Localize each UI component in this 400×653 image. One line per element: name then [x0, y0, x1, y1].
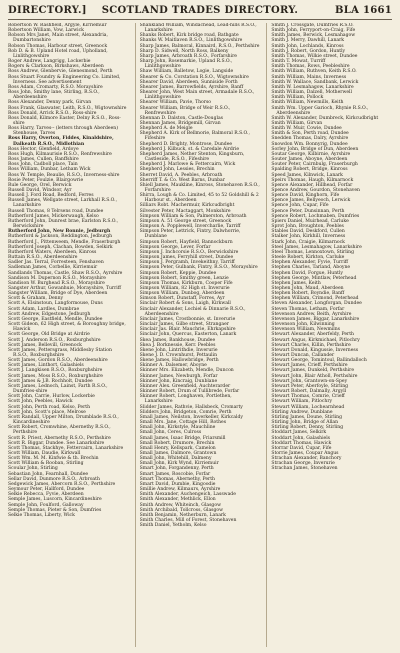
- directory-entry: Stewart William, Pitlochry: [271, 399, 333, 405]
- directory-entry: Scott James, Moss R.S.O., Roxburghshire: [8, 373, 103, 379]
- directory-entry: Robertson William, Vow, Larwick: [8, 28, 84, 34]
- directory-entry: Scott William, Daudie, Kirkwall: [8, 450, 81, 456]
- directory-entry: Sadler Jas. Terral, Forresteen, Fenshaven: [8, 260, 104, 266]
- directory-entry: Strachan George, Inverurie: [271, 461, 335, 467]
- directory-entry: Smart Thomas, Abernethy, Perth: [139, 476, 215, 482]
- directory-entry: Sinclair Robert & Sons, Laigh, Kirkwall: [139, 301, 231, 307]
- directory-entry: Scott William & Rooban, Stirling: [8, 461, 84, 467]
- directory-entry: Shepherd A. de Meigle: [139, 126, 193, 132]
- directory-entry: Shearer & Co. Corstation R.S.O., Wigtownshire: [139, 74, 249, 80]
- directory-entry: Robson Mrs Janet, Main street, Alexandria, Dumbartonshire: [8, 33, 108, 44]
- directory-entry: Simpson A. Popplewell, Invercharlie, Tarriff: [139, 224, 241, 230]
- directory-entry: Rogers & Clarkson, Birkshaws, Aberdeen: [8, 64, 104, 70]
- directory-entry: Shepherd J. Kilbuck, st. & Caredale Airdrie: [139, 146, 240, 152]
- directory-entry: Snowdon Wm. Bonnyrig, Dundee: [271, 141, 348, 147]
- directory-entry: Stewart Donald, Kingussie, Inverness: [271, 347, 359, 353]
- directory-entry: Strachan James, Stonehaven: [271, 466, 338, 472]
- directory-entry: Sherret David, A. Peebles, Arbroath: [139, 172, 223, 178]
- directory-entry: Simpson J. Inchcorsie R.S.O., Berwickshire: [139, 249, 239, 255]
- directory-entry: Smith Wm. Upper Garioch, Rhynie R.S.O., Aberdeenshire: [271, 105, 369, 116]
- directory-entry: Spalding Robert, Bridge, Kinross: [271, 167, 348, 173]
- directory-entry: Shearer David, Aberdeen, Sunniside Forth: [139, 79, 238, 85]
- directory-entry: Stoddart John, Galashiels: [271, 435, 331, 441]
- directory-entry: Sharp D. Sidwell, North Ross, Balkeny: [139, 48, 229, 54]
- directory-entry: Skene James, Hallowbridge, Perth: [139, 358, 219, 364]
- directory-entry: Rule George, Orel, Berwick: [8, 182, 72, 188]
- directory-entry: Skinner Alex. Greenfield, Auchterarder: [139, 383, 231, 389]
- directory-entry: Simpson Robert, Keppie, Dundee: [139, 270, 217, 276]
- directory-entry: Smith J. Robert, Gordon, Huntly: [271, 48, 346, 54]
- directory-entry: Rutherford James, Mickerwaugh, Kelso: [8, 213, 99, 219]
- directory-entry: Rutherford Waters, Aberdeen, Kinross: [8, 249, 97, 255]
- directory-entry: Scott John, Perth road, Kelso, Perth: [8, 404, 91, 410]
- directory-entry: Stewart George, Tomintoul, Ballindalloch: [271, 358, 367, 364]
- directory-entry: Shepherd A. Kirk of Bellmorie, Balmoral R.S.O., Fifeshire: [139, 131, 250, 142]
- directory-entry: Slidders John, Bridgeton, Comrie, Perth: [139, 409, 232, 415]
- directory-entry: Russell J. Ford Road, Bedford, Ferres: [8, 193, 94, 199]
- directory-entry: Roger Andrew, Langrigg, Lockerbie: [8, 59, 91, 65]
- directory-entry: Silliars Robt. Machermuir, Kirkcudbright: [139, 203, 235, 209]
- directory-entry: Small John, Ceres, Culross: [139, 430, 202, 436]
- directory-entry: Skinner Mrs. Elizabeth, Mendle, Duncon: [139, 368, 234, 374]
- directory-entry: Sandison W. Burghead R.S.O., Morayshire: [8, 280, 105, 286]
- directory-entry: Shepherd J. Marlowe & Fettercairn, Wick: [139, 162, 236, 168]
- directory-entry: Stark John, Craigie, Kilmarnock: [271, 239, 345, 245]
- directory-entry: Simpson James, Ferryhill street, Dundee: [139, 255, 234, 261]
- directory-entry: Spence Robert, Lochmaben, Dumfries: [271, 213, 360, 219]
- directory-entry: Stewart Angus, Kirkmichael, Pitlochry: [271, 337, 360, 343]
- directory-entry: Scott James, Lednoch, Lainst, Farth R.S.O., Dumfries-shire: [8, 383, 108, 395]
- directory-entry: Scott J. Anderson R.S.O., Roxburghshire: [8, 337, 101, 343]
- directory-entry: Stirling James, Doune, Stirling: [271, 414, 343, 420]
- directory-entry: Shearer John, West Main street, Armadale R.S.O., Linlithgowshire: [139, 90, 255, 101]
- directory-entry: Small John, Kirk Wynd, Kirriemuir: [139, 461, 219, 467]
- directory-entry: Smith Andrew, Whiteinch, Glasgow: [139, 502, 221, 508]
- directory-entry: Smart James, Roscobie, Forfar: [139, 471, 211, 477]
- directory-entry: Sellar David, Dunmore R.S.O., Arbroath: [8, 476, 100, 482]
- directory-entry: Sharp James, Balmoral, Kinnaird, R.S.O., Perthshire: [139, 43, 260, 49]
- directory-entry: Stephen Charles, Tarland, Aboyne: [271, 265, 351, 271]
- directory-entry: Stewart Thomas, Comrie, Crieff: [271, 394, 345, 400]
- directory-entry: Stewart Charles, Killin, Perthshire: [271, 342, 351, 348]
- directory-entry: Sadleman James, Corbellie, Kirriemuir: [8, 265, 98, 271]
- directory-entry: Spence James, Bellyeoch, Lerwick: [271, 198, 351, 204]
- directory-entry: Skinner James, Newburgh, Forfar: [139, 373, 218, 379]
- directory-entry: Smith William, Girvan: [271, 120, 323, 126]
- directory-entry: Scott James, Pettersgrass, Middlesby Station R.S.O., Roxburghshire: [8, 347, 112, 358]
- directory-entry: Smith John, Ferryport-on-Craig, Fife: [271, 28, 356, 34]
- directory-entry: Russell James, Wellgate street, Larkhall R.S.O., Lanarkshire: [8, 198, 118, 209]
- directory-entry: Stewart Robert, Dalmally, Argyll: [271, 389, 347, 395]
- directory-entry: Simpson J. Pergramh, Invekeithny, Tarriff: [139, 260, 235, 266]
- directory-entry: Smith & Son, Perth road, Dundee: [271, 131, 349, 137]
- directory-entry: Sherriff T. & Co. West Barns, Dunbar: [139, 177, 225, 183]
- directory-entry: Smith W. Alexander, Dumbreck, Kirkcudbright: [271, 115, 379, 121]
- directory-entry: Spiers Daniel, Muirhead, Carluke: [271, 218, 349, 224]
- directory-entry: Ross Hugh, Kilmaurisie R.S.O., Renfrewshire: [8, 151, 112, 157]
- directory-entry: Shennan D. Dalston, Castle-Douglas: [139, 115, 224, 121]
- directory-entry: Skene John, Lintrithdie, Inverurie: [139, 347, 218, 353]
- directory-entry: Ross Frank, Glaswater, Leith, R.S.O., Wigtownshire: [8, 105, 127, 111]
- directory-entry: Ross Adam, Cromarty, R.S.O. Morayshire: [8, 84, 103, 90]
- directory-entry: Scott Randall, Upper Milton, Drumblade R.S.O., Kincardineshire: [8, 414, 119, 426]
- directory-entry: Sedgewick James, Abercorn R.S.O., Perthshire: [8, 481, 116, 487]
- directory-entry: Scott James, Linthort, Galashiels: [8, 363, 84, 369]
- directory-entry: Shearer William, Pavie, Thorso: [139, 100, 212, 106]
- directory-entry: Small John, Whitehill, Dalmeny: [139, 456, 212, 462]
- directory-entry: Stevenson Andrew, Beith, Ayrshire: [271, 311, 352, 317]
- directory-entry: Smillie Andrew, Kilmaurs, Ayrshire: [139, 487, 221, 493]
- directory-entry: Scott R. Biggar, Dundee. See Lanarkshire: [8, 440, 105, 446]
- header-rule: [8, 19, 392, 20]
- directory-entry: Sinclair James, Crostbonnie, st. Inverurie: [139, 316, 236, 322]
- directory-entry: Ross W. Temple, Beaulie, R.S.O., Inverness-shire: [8, 172, 120, 178]
- directory-entry: Simpson Robert, Smithy green, Lenzie: [139, 275, 229, 281]
- directory-entry: Stephen James, Keith: [271, 280, 321, 286]
- directory-entry: Rutherford & Jackson, Reddington, Jedburgh: [8, 234, 113, 240]
- directory-entry: Sinclair James, Gilbe street, Strangaer: [139, 322, 229, 328]
- directory-entry: Spence Peter, Dunsinnan, Perth: [271, 208, 345, 214]
- directory-entry: Russell David, Windsor, Ayr: [8, 188, 72, 193]
- directory-entry: Stirling Robert, Denny, Stirling: [271, 425, 344, 431]
- directory-entry: Rutherford Joseph, Clachan, Bowden, Selkirk: [8, 244, 113, 250]
- directory-entry: Sinclair Jas. Blair. Mauchrie, Ehrkapshire: [139, 327, 236, 333]
- directory-entry: Sinclair John, Quercus, Easterton, Lanark: [139, 332, 237, 338]
- directory-entry: Scott John, Carrie, Hurlow, Lockerbie: [8, 394, 95, 400]
- directory-entry: Stephen George, Mintlaw, Peterhead: [271, 275, 357, 281]
- directory-entry: Selkie Thomas, Liberty, Wick: [8, 512, 75, 518]
- directory-entry: Skinner Robert, Drum of Tullibrede, Forfar: [139, 389, 240, 395]
- directory-entry: Scott John, Scott's place, Melrose: [8, 409, 86, 415]
- directory-entry: Sangster William, Bridge of Dye, Aberdeen: [8, 291, 108, 297]
- directory-entry: Smith William, Pollock: [271, 95, 324, 101]
- directory-entry: Stephen Robert, Boyndie, Banff: [271, 291, 345, 297]
- directory-entry: Strachan Alexander, Banchory: [271, 456, 342, 462]
- directory-entry: Stewart James, Crieff, Perthshire: [271, 363, 348, 369]
- directory-entry: Spence Alexander, Hillhead, Forfar: [271, 182, 353, 188]
- directory-entry: Smith Archibald, Tollcross, Glasgow: [139, 507, 224, 513]
- directory-entry: Ross Donald, Arrick R.S.O., Ross-shire: [8, 110, 97, 116]
- directory-entry: Stoddart Thomas, Hawick: [271, 440, 332, 446]
- directory-entry: Steele Robert, Kirkton, Carluke: [271, 255, 345, 261]
- directory-entry: Scott George, Old Bridge at Airdrie: [8, 332, 90, 338]
- column-2: [135, 23, 261, 647]
- directory-entry: Stewart Alexander, Aberfeldy, Perth: [271, 332, 354, 338]
- directory-entry: Storrar David, Cupar, Fife: [271, 445, 332, 451]
- directory-entry: Ross Andrew, Glenbervie, Glenesmond, Perth: [8, 69, 113, 75]
- directory-entry: Ross Hector, Glenfield, Ardoye: [8, 146, 79, 152]
- directory-entry: Stephen David, Forgue, Huntly: [271, 270, 343, 276]
- header-title: SCOTLAND TRADES DIRECTORY.: [101, 5, 299, 16]
- directory-entry: Ross Stuart Foundry & Engineering Co. Limited, Inverness. See advertisement: [8, 74, 121, 85]
- directory-entry: Shanks Robert, Kirk bridge road, Bathgate: [139, 33, 239, 39]
- directory-entry: Smith W. Wallace, Sandbank, Lerwick: [271, 79, 359, 85]
- directory-entry: Ross James, Cullen, Banffshire: [8, 157, 79, 163]
- directory-entry: Ross John, Cadboll place, Tain: [8, 162, 78, 168]
- directory-entry: Simpson A. 51 George street, Greenock: [139, 218, 232, 224]
- directory-entry: Spence John, Cupar, Fife: [271, 203, 329, 209]
- directory-entry: Stewart Duncan, Callander: [271, 353, 335, 358]
- directory-entry: Sinclair Alexander, Lochiel & Dinnarie R.S.O., Aberdeenshire: [139, 306, 246, 317]
- directory-entry: Shepherd James, Nether Stenton, Kingsburn, Castleside, R.S.O., Fifeshire: [139, 151, 245, 163]
- directory-entry: Ross Donald, Kilmore Easter, Delny R.S.O., Ross-shire: [8, 115, 121, 126]
- directory-entry: Stewart John, Blair Atholl, Perthshire: [271, 373, 358, 379]
- directory-entry: Simpson Peter, Gulbank, Fintry, R.S.O., Morayshire: [139, 265, 258, 271]
- directory-entry: Robson Thomas, Harbour street, Greenock: [8, 43, 108, 49]
- directory-entry: Smith T. Mowat, Turriff: [271, 59, 326, 65]
- directory-entry: Skea James, Bankhouse, Dundee: [139, 337, 216, 343]
- directory-entry: Stables David, Deskford, Cullen: [271, 229, 345, 235]
- directory-entry: Speed James, Kilnwick, Lanark: [271, 172, 343, 178]
- directory-entry: Simpson Thomas, Kirkburn, Cooper Fife: [139, 280, 233, 286]
- directory-entry: Semple Thomas, Pieter & Son, Dumfries: [8, 507, 102, 513]
- directory-entry: Stewart John, Grantown-on-Spey: [271, 378, 348, 384]
- directory-entry: Scott Wm. M. M. Kinfwie & th. Brechin: [8, 456, 99, 462]
- directory-entry: Shepherd D. Brighty, Montrose, Dundee: [139, 141, 233, 147]
- directory-entry: Ross Harry, Tarves-- (letters through Aberdeen) Stenhouse, Tarves: [8, 126, 118, 137]
- directory-entry: Stevenson John, Kilwinning: [271, 322, 335, 328]
- directory-entry: Selkie Rebecca, Fyvie, Aberdeen: [8, 492, 84, 498]
- directory-entry: Steel James, Lesmahagow, Lanarkshire: [271, 244, 362, 250]
- directory-entry: Scott George, Eastfield, Mendle, Dundee: [8, 316, 103, 322]
- directory-entry: Skinner Robert, Longhaven, Portlethen, Lanarkshire: [139, 394, 232, 405]
- directory-entry: Sharp John, Rosemarkie, Upland R.S.O., Linlithgowshire: [139, 59, 233, 70]
- directory-entry: Small Robert, Drumore, Brechin: [139, 440, 215, 446]
- directory-entry: Shirra, Lough & Co. Limited, 45 to 52 Goldshill & 2 Harbour st., Aberdeen: [139, 193, 259, 204]
- directory-entry: Simpson George, Lever, Forfar: [139, 244, 211, 250]
- directory-entry: Smith Thomas, Wilkie street, Dundee: [271, 53, 358, 59]
- directory-entry: Russell Thomas, 8 Telrsens road, Dundee: [8, 208, 104, 214]
- directory-entry: Shepherd John, Lessies, Brechin: [139, 167, 215, 173]
- directory-entry: Small James, Dalmore, Grantown: [139, 450, 217, 456]
- directory-entry: Souter James, Aboyne, Aberdeen: [271, 157, 348, 163]
- header-left: DIRECTORY.]: [8, 5, 87, 16]
- directory-entry: Snedden Thomas, Dalry, Ayrshire: [271, 136, 349, 142]
- directory-entry: Shiell James, Maukline, Kinross, Stonehaven R.S.O., Forfarshire: [139, 182, 260, 193]
- directory-entry: Steven Alexander, Longforgan, Dundee: [271, 301, 362, 307]
- directory-entry: Scott Gideon, 62 High street, & Boroughny bridge, Hawick: [8, 322, 126, 333]
- directory-entry: Scott Adam, Lardles, Dumbrae: [8, 306, 80, 312]
- directory-entry: Ross Alexander, Denny park, Girvan: [8, 100, 92, 106]
- directory-entry: Shankland William, Windachead, Lead-hills R.S.O., Lanarkshire: [139, 23, 257, 34]
- directory-entry: Skene J. D. Crownhurst, Pettaulin: [139, 353, 217, 358]
- directory-entry: Shearer James, Barrowfields, Ayrshire, Banff: [139, 84, 244, 90]
- directory-entry: Smith James, Berwick, Lesmahagow: [271, 33, 356, 39]
- directory-entry: Souter Peter, Cairnbulg, Fraserburgh: [271, 162, 358, 168]
- directory-entry: Scott A, Elsinstoun, Langformouse, Duns: [8, 301, 103, 307]
- directory-entry: Small Mrs. Jane, Cottage Hill, Rothes: [139, 420, 227, 426]
- directory-entry: Sorley John, Bridge of Dun, Aberdeen: [271, 146, 359, 152]
- directory-entry: Scott James & J.B. Rochholt, Dundee: [8, 378, 93, 384]
- directory-entry: Simpson Peter, Lettrick, Fintry, Dalwhorrie, Dunblane: [139, 229, 241, 240]
- directory-entry: Small John, Kirkstyle, Mauchline: [139, 425, 216, 431]
- directory-entry: Stewart William, Lochearnhead: [271, 404, 345, 410]
- directory-entry: Smith William, Mains, Inverness: [271, 74, 347, 80]
- directory-entry: Smith Charles, Mill of Forest, Stonehaven: [139, 518, 237, 523]
- directory-entry: Simpson Robert, Hayfield, Bannockburn: [139, 239, 233, 245]
- directory-entry: Rosie Peter, Foulzie, Blairgowrie: [8, 177, 84, 183]
- directory-entry: Small James, Isaac Bridge, Friarsmill: [139, 435, 226, 441]
- directory-entry: Smith William, Dalzell, Motherwell: [271, 90, 352, 96]
- directory-entry: Smith Thomas, Rows, Peebleshire: [271, 64, 350, 70]
- directory-entry: Skinner A. Dalsemer, Aboyne: [139, 363, 207, 369]
- directory-entry: Small James, Neilston, Inverkeller, Kirkcaldy: [139, 414, 243, 420]
- directory-entry: Smith Daniel, Yetholm, Kelso: [139, 523, 207, 529]
- directory-entry: Ruttain R.S.O., Aberdeenshire: [8, 255, 78, 261]
- directory-entry: Rutherford J., Pittenweem, Mendle, Fraserburgh: [8, 239, 121, 245]
- directory-entry: Ross John, Smithy lane, Stirling, R.S.O., Aberdeenshire: [8, 90, 100, 101]
- directory-entry: Stephen William, Crimond, Peterhead: [271, 296, 359, 302]
- directory-entry: Sangster Arthur, Gowanhuie, Morayshire, Turriff: [8, 285, 121, 291]
- directory-entry: Simpson William, 82 High st. Inverurie: [139, 285, 230, 291]
- directory-entry: Semple John, Foulford, Galloway: [8, 502, 84, 508]
- directory-entry: Stephen John, Maud, Aberdeen: [271, 285, 344, 291]
- directory-entry: Scoular John, Stirling: [8, 466, 58, 472]
- directory-entry: Scott & Graham, Denny: [8, 296, 64, 302]
- directory-entry: Scott John, Peebles, Hawick: [8, 399, 73, 405]
- directory-entry: Stewart James, Dunkeld, Perthshire: [271, 368, 355, 374]
- directory-entry: Speirs Thomas, Haugh, Kilmarnock: [271, 177, 354, 183]
- header-right: BLA 1661: [335, 5, 392, 16]
- directory-entry: Smith Alexander, Auchengeich, Lasswade: [139, 492, 236, 498]
- columns: [8, 23, 392, 647]
- column-1: [8, 23, 129, 647]
- directory-entry: Sharp James, Arbroath R.S.O., Forfarshire: [139, 53, 237, 59]
- directory-entry: Smith Benjamin, Netherburn, Lanark: [139, 512, 226, 518]
- directory-entry: Simpson William & Son, Palmerston, Arbroath: [139, 213, 247, 219]
- directory-entry: Soutar George, Kilbirnie, Ayrshire: [271, 151, 351, 157]
- directory-entry: Scott Thomas, Stackhye, Fettercairn, Lanarkshire: [8, 445, 124, 451]
- directory-entry: Skinner John, Kincraig, Dunblane: [139, 378, 218, 384]
- directory-entry: Slidder James, Rathvie, Hallsbeck, Cromarty: [139, 404, 243, 410]
- directory-entry: Stevenson William, Newmilns: [271, 327, 340, 333]
- directory-entry: Smith J. Crossgate, Dumfries R.S.O.: [271, 23, 354, 28]
- directory-entry: Smith Alexander, Methlick, Ellon: [139, 497, 216, 503]
- directory-entry: Seymour Peter, Hallford, Dundee: [8, 487, 85, 493]
- directory-entry: Robertson W. Rashfield, Argyle, Kirriemuir: [8, 23, 107, 28]
- directory-entry: Stevenson James, Biggar, Lanarkshire: [271, 316, 360, 322]
- directory-entry: Smith J. Merry, Dawhill, Lanark: [271, 38, 345, 44]
- directory-entry: Storrie James, Coupar Angus: [271, 450, 339, 456]
- directory-entry: Smith W. Lesmahagow, Lanarkshire: [271, 84, 354, 90]
- directory-entry: Semple James, Luscorn, Kincardineshire: [8, 497, 102, 503]
- directory-entry: Steven Thomas, Letham, Forfar: [271, 306, 345, 312]
- directory-entry: Rutherford John, New Bonnie, Jedburgh: [8, 229, 111, 235]
- directory-entry: Smart John, Forgandenny, Perth: [139, 466, 214, 472]
- directory-entry: Smart David, Dumbie, Kingoodie: [139, 481, 216, 487]
- directory-entry: Spence Andrew, Gourdon, Stonehaven: [271, 188, 360, 193]
- directory-entry: Stirling John, Bridge of Allan: [271, 420, 339, 426]
- directory-entry: Sandlands Thomas, Castle, Shaw R.S.O., Ayrshire: [8, 270, 123, 276]
- directory-entry: Sprot John, Broughton, Peebles: [271, 224, 344, 230]
- column-3: [266, 23, 392, 647]
- directory-entry: Scott James, Gordon R.S.O., Aberdeenshire: [8, 358, 108, 364]
- directory-entry: Shanks W. Maitlaven R.S.O., Linlithgowshire: [139, 38, 243, 44]
- directory-entry: Scott Andrew, Edgestone, Jedburgh: [8, 311, 91, 317]
- directory-entry: Stephen Alexander, Fyvie, Turriff: [271, 260, 348, 266]
- directory-entry: Sandison M. Dupernon R.S.O., Morayshire: [8, 275, 106, 281]
- directory-entry: Stoddart James, Selkirk: [271, 430, 327, 436]
- directory-entry: Sebastian John, Fearnhall, Dundee: [8, 471, 89, 477]
- directory-entry: Spence David, Kinghorn, Fife: [271, 193, 340, 199]
- directory-entry: Smith William, Newmills, Keith: [271, 100, 344, 106]
- directory-entry: Ross William, Dunbar, Letham Wick: [8, 167, 91, 173]
- directory-entry: Scott Robert, Cromwhine, Abernethy R.S.O., Perthshire: [8, 425, 111, 436]
- directory-entry: Skea J. Borknessie, Kerr. Peebles: [139, 342, 216, 348]
- directory-entry: Stirling Andrew, Dunblane: [271, 409, 333, 415]
- directory-entry: Smith William, Ruthven, Keith R.S.O.: [271, 69, 357, 75]
- directory-entry: Silvester Peter, Mactaggart, Monkshire: [139, 208, 231, 214]
- directory-entry: Shaw William, Balletow, Logie, Langside: [139, 69, 234, 75]
- directory-entry: Smith John, Lochlands, Kinross: [271, 43, 344, 49]
- directory-entry: Scott J. Langkisen R.S.O., Roxburghshire: [8, 368, 103, 374]
- directory-entry: Stewart Peter, Aberfoyle, Stirling: [271, 383, 349, 389]
- directory-entry: Rutherford John, Dunrest brae, Earlston R.S.O., Berwickshire: [8, 218, 119, 230]
- directory-entry: Ross Harry, Overton, Fiddes, Kinaldshire, Dalkeath R.S.O., Midlothian: [8, 136, 114, 147]
- directory-entry: Shearer William, Bridge of Weir R.S.O., Renfrewshire: [139, 105, 231, 116]
- directory-entry: Rob D. & B. Upland Hotel road, Upholland, Linlithgowshire: [8, 48, 108, 59]
- directory-entry: Simpson William, Dunbog, Aberdeen: [139, 291, 225, 297]
- directory-entry: Stalker John, Kirkhill, Inverness: [271, 234, 346, 240]
- directory-entry: Steel Thomas, Lennoxtown, Stirling: [271, 249, 354, 255]
- directory-entry: Scott R. Priest, Abernethy R.S.O., Perthshire: [8, 435, 111, 441]
- page-header: [8, 5, 392, 19]
- directory-entry: Scott James, Bellevill, Greenock: [8, 342, 82, 348]
- directory-entry: Small Henry, Kellspark, Camelon: [139, 445, 216, 451]
- directory-entry: Smith W. Muir, Cowie, Dundee: [271, 126, 342, 132]
- directory-entry: Simson Robert, Dunstaff, Forres, Ayr: [139, 296, 225, 302]
- directory-entry: Shennan James, Bridgemill, Girvan: [139, 120, 221, 126]
